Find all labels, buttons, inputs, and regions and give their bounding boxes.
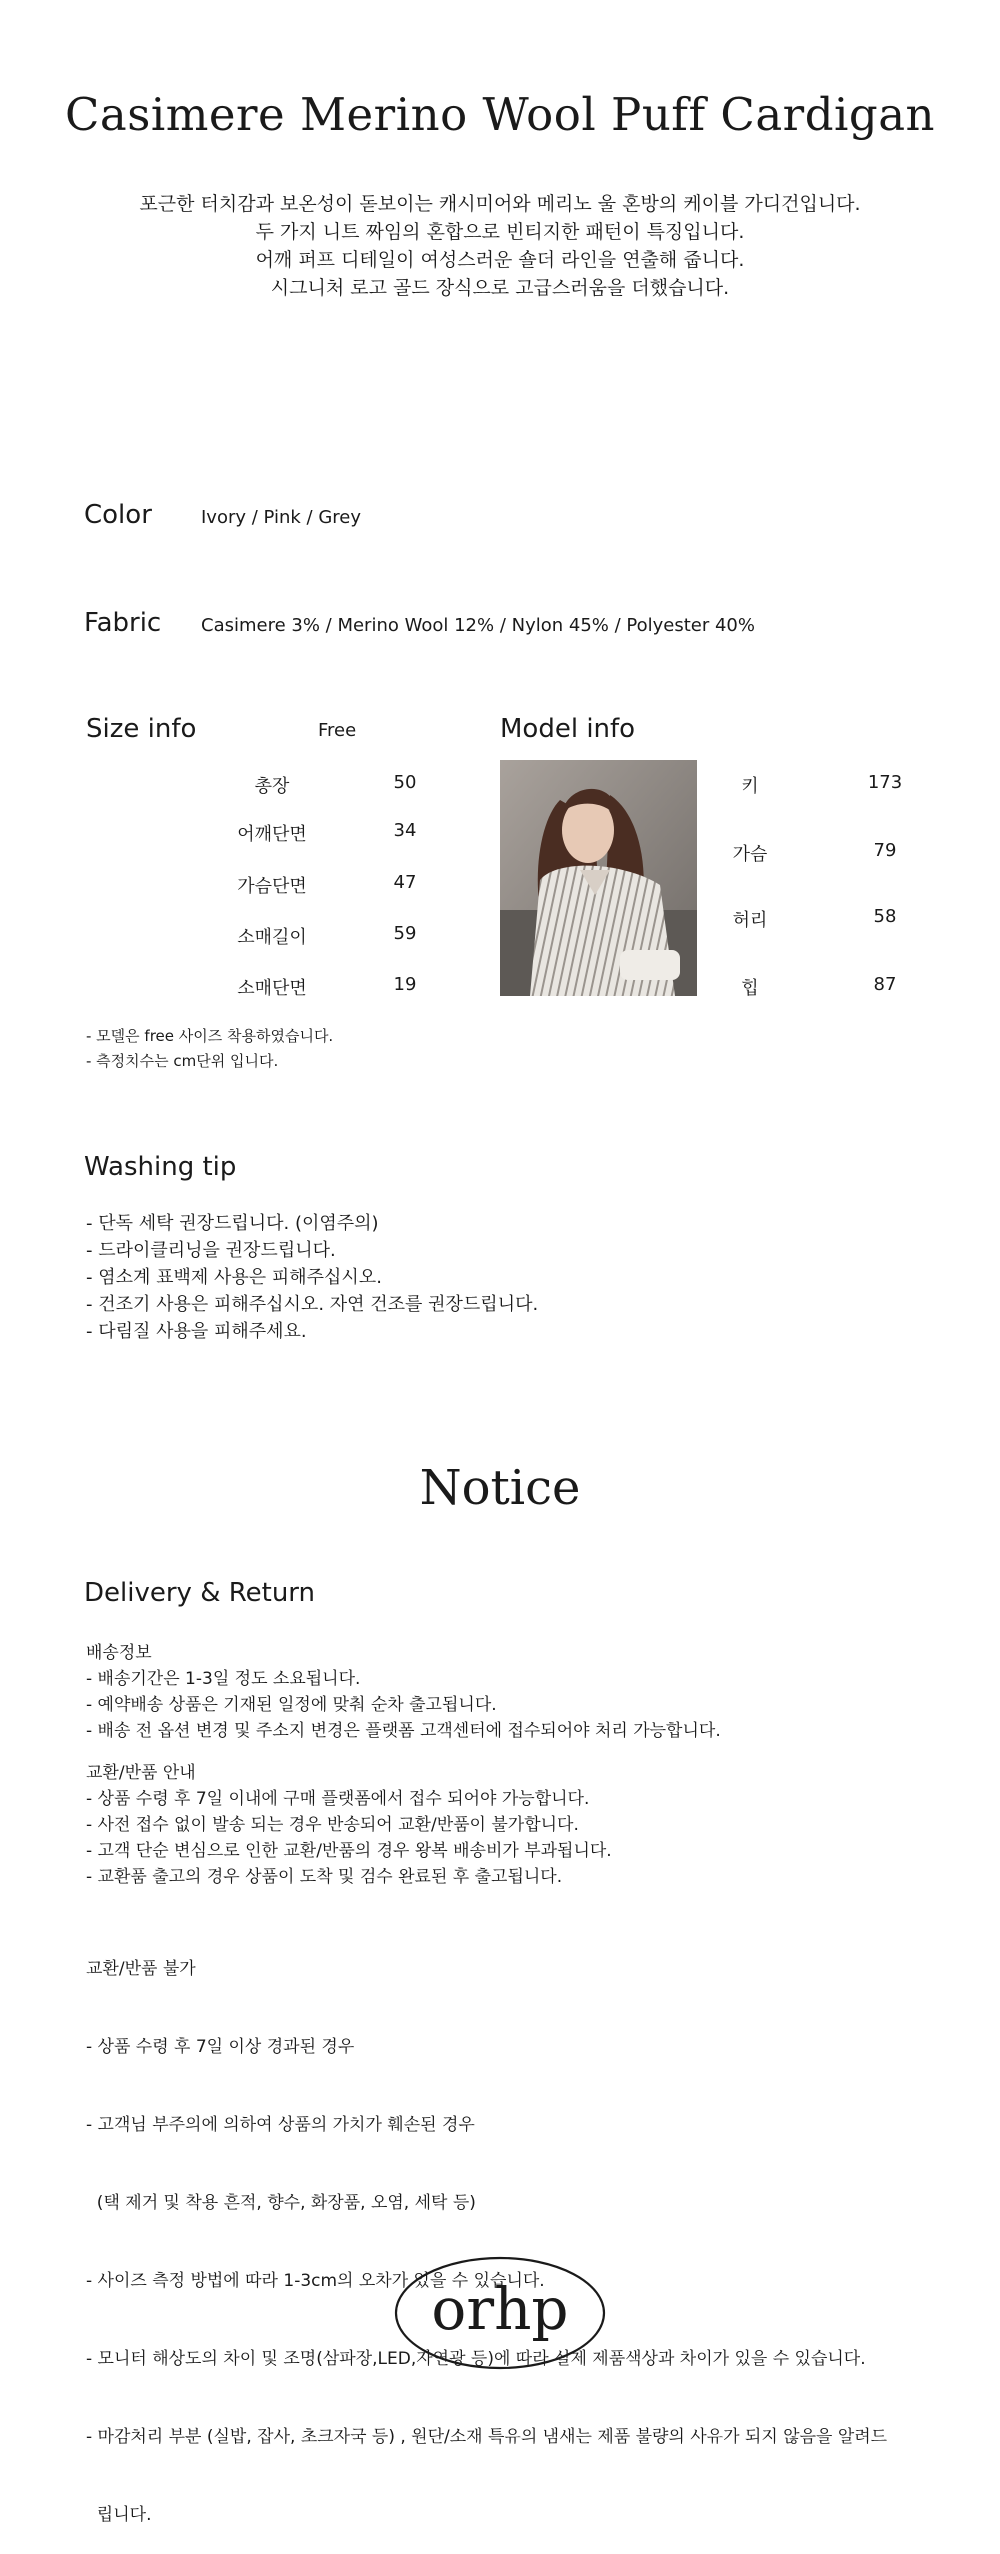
product-intro [0,190,1000,302]
size-row-label: 소매단면 [237,978,307,999]
model-row-value: 58 [873,906,897,927]
intro-line: 두 가지 니트 짜임의 혼합으로 빈티지한 패턴이 특징입니다. [255,221,745,243]
model-row-label: 키 [741,776,759,797]
washing-tip-item: - 드라이클리닝을 권장드립니다. [86,1240,336,1261]
size-row-value: 47 [393,872,417,893]
size-note: - 모델은 free 사이즈 착용하였습니다. [86,1027,334,1045]
logo-text: orhp [431,2275,569,2343]
size-row-value: 34 [393,820,417,841]
no-return-item: - 고객님 부주의에 의하여 상품의 가치가 훼손된 경우 [86,2115,475,2135]
shipping-item: - 예약배송 상품은 기재된 일정에 맞춰 순차 출고됩니다. [86,1695,497,1715]
shipping-info [86,1640,721,1744]
size-row-value: 50 [393,772,417,793]
exchange-heading: 교환/반품 안내 [86,1763,196,1783]
intro-line: 포근한 터치감과 보온성이 돋보이는 캐시미어와 메리노 울 혼방의 케이블 가디건입니다. [139,193,861,215]
color-label: Color [84,500,152,530]
color-value: Ivory / Pink / Grey [201,507,362,528]
size-row-label: 소매길이 [237,927,307,948]
model-row-label: 힙 [741,978,759,999]
no-return-heading: 교환/반품 불가 [86,1959,196,1979]
intro-line: 어깨 퍼프 디테일이 여성스러운 숄더 라인을 연출해 줍니다. [255,249,745,271]
intro-line: 시그니처 로고 골드 장식으로 고급스러움을 더했습니다. [270,277,730,299]
model-row-value: 79 [873,840,897,861]
brand-logo [393,2255,607,2371]
no-return-item: - 사이즈 측정 방법에 따라 1-3cm의 오차가 있을 수 있습니다. [86,2271,545,2291]
fabric-value: Casimere 3% / Merino Wool 12% / Nylon 45% / Polyester 40% [201,615,755,636]
washing-tip-item: - 염소계 표백제 사용은 피해주십시오. [86,1267,382,1288]
shipping-heading: 배송정보 [86,1643,152,1663]
product-title: Casimere Merino Wool Puff Cardigan [64,88,936,141]
no-return-item: - 마감처리 부분 (실밥, 잡사, 초크자국 등) , 원단/소재 특유의 냄새는 제품 불량의 사유가 되지 않음을 알려드 [86,2427,888,2447]
size-note: - 측정치수는 cm단위 입니다. [86,1052,279,1070]
model-info-label: Model info [500,714,636,744]
model-row-value: 87 [873,974,897,995]
notice-title: Notice [419,1460,581,1516]
no-return-info [86,1904,887,2554]
no-return-item: - 모니터 해상도의 차이 및 조명(삼파장,LED,자연광 등)에 따라 실제 제품색상과 차이가 있을 수 있습니다. [86,2349,866,2369]
model-row-label: 허리 [732,910,768,931]
washing-tip-label: Washing tip [84,1152,237,1182]
shipping-item: - 배송 전 옵션 변경 및 주소지 변경은 플랫폼 고객센터에 접수되어야 처리 가능합니다. [86,1721,721,1741]
no-return-item: - 상품 수령 후 7일 이상 경과된 경우 [86,2037,355,2057]
exchange-info [86,1760,612,1890]
size-info-label: Size info [86,714,197,744]
exchange-item: - 고객 단순 변심으로 인한 교환/반품의 경우 왕복 배송비가 부과됩니다. [86,1841,612,1861]
no-return-item: (택 제거 및 착용 흔적, 향수, 화장품, 오염, 세탁 등) [86,2193,476,2213]
exchange-item: - 상품 수령 후 7일 이내에 구매 플랫폼에서 접수 되어야 가능합니다. [86,1789,590,1809]
shipping-item: - 배송기간은 1-3일 정도 소요됩니다. [86,1669,361,1689]
delivery-return-title: Delivery & Return [84,1578,316,1608]
size-label: Free [318,720,357,741]
model-photo [500,760,697,996]
washing-tip-item: - 다림질 사용을 피해주세요. [86,1321,307,1342]
size-row-value: 19 [393,974,417,995]
washing-tip-item: - 단독 세탁 권장드립니다. (이염주의) [86,1213,379,1234]
exchange-item: - 교환품 출고의 경우 상품이 도착 및 검수 완료된 후 출고됩니다. [86,1867,563,1887]
size-row-label: 총장 [254,776,290,797]
size-notes [86,1024,333,1074]
washing-tip-list [86,1210,538,1345]
size-row-value: 59 [393,923,417,944]
size-row-label: 가슴단면 [237,876,307,897]
no-return-item: 립니다. [86,2505,152,2525]
model-row-value: 173 [867,772,903,793]
model-row-label: 가슴 [732,844,768,865]
fabric-label: Fabric [84,608,162,638]
exchange-item: - 사전 접수 없이 발송 되는 경우 반송되어 교환/반품이 불가합니다. [86,1815,579,1835]
size-row-label: 어깨단면 [237,824,307,845]
washing-tip-item: - 건조기 사용은 피해주십시오. 자연 건조를 권장드립니다. [86,1294,539,1315]
